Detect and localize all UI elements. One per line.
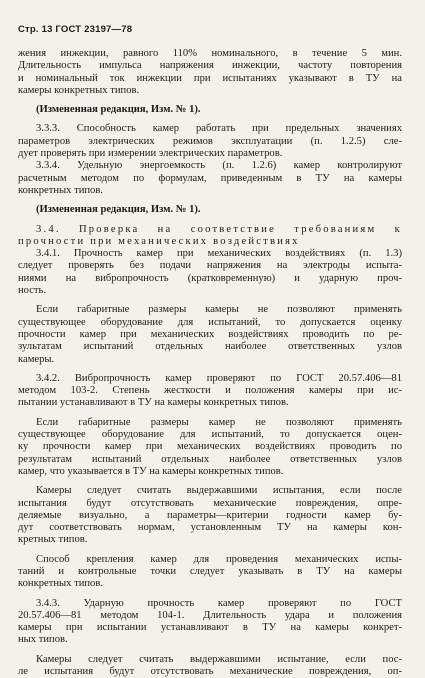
text-line: конкретных типов. [18,184,103,196]
text-line: ниями на вибропрочность (кратковременную) и ударную проч- [18,272,402,284]
amendment-note: (Измененная редакция, Изм. № 1). [36,104,201,116]
amendment-note: (Измененная редакция, Изм. № 1). [36,204,201,216]
text-line: ных типов. [18,634,68,646]
clause-3-4-2: 3.4.2. Вибропрочность камер проверяют по ГОСТ 20.57.406—81 [36,372,402,384]
text-line: жения инжекции, равного 110% номинального, в течение 5 мин. [18,48,402,59]
text-line: испытания будут отсутствовать механические повреждения, опре- [18,497,402,509]
text-line: существующее оборудование для испытаний, то допускается оцен- [18,429,402,441]
section-heading-3-4: 3.4. Проверка на соответствие требованиям к [36,223,402,235]
text-line: методом 103-2. Степень жесткости и положения камеры при ис- [18,385,402,397]
text-line: ность. [18,285,47,297]
text-line: конкретных типов. [18,578,103,590]
text-line: камеры конкретных типов. [18,84,140,96]
text-line: расчетным методом по формулам, приведенным в ТУ на камеры [18,172,402,184]
clause-3-3-3: 3.3.3. Способность камер работать при предельных значениях [36,123,402,135]
paragraph-start: Камеры следует считать выдержавшими испытание, если пос- [36,653,402,665]
text-line: таний и контрольные точки следует указывать в ТУ на камеры [18,565,402,577]
text-line: пытании устанавливают в ТУ на камеры конкретных типов. [18,397,289,409]
paragraph-start: Камеры следует считать выдержавшими испытания, если после [36,485,402,497]
text-line: ле испытания будут отсутствовать механические повреждения, оп- [18,666,402,678]
text-line: прочности камер при механических воздействиях проводить по ре- [18,328,402,340]
text-line: камеры. [18,353,55,365]
text-line: кретных типов. [18,534,88,546]
clause-3-4-1: 3.4.1. Прочность камер при механических воздействиях (п. 1.3) [36,248,402,260]
section-heading-3-4-cont: прочности при механических воздействиях [18,235,300,247]
text-line: и номинальный ток инжекции при испытаниях указывают в ТУ на [18,72,402,84]
document-body [18,48,402,678]
paragraph-start: Способ крепления камер для проведения механических испы- [36,553,402,565]
text-line: параметров электрических режимов эксплуатации (п. 1.2.5) сле- [18,135,402,147]
text-line: дут соответствовать нормам, установленным ТУ на камеры кон- [18,522,402,534]
text-line: результатам испытаний отдельных наиболее ответственных узлов [18,453,402,465]
text-line: зультатам испытаний отдельных наиболее ответственных узлов [18,341,402,353]
text-line: деляемые визуально, а параметры—критерии годности камер бу- [18,509,402,521]
clause-3-4-3: 3.4.3. Ударную прочность камер проверяют по ГОСТ [36,597,402,609]
text-line: ку прочности камер при механических воздействиях проводить по [18,441,402,453]
clause-3-3-4: 3.3.4. Удельную энергоемкость (п. 1.2.6) камер контролируют [36,160,402,172]
text-line: 20.57.406—81 методом 104-1. Длительность удара и положения [18,609,402,621]
paragraph-start: Если габаритные размеры камер не позволяют применять [36,416,402,428]
text-line: существующее оборудование для испытаний, то допускается оценку [18,316,402,328]
paragraph-start: Если габаритные размеры камеры не позволяют применять [36,304,402,316]
text-line: камер, что указывается в ТУ на камеры конкретных типов. [18,465,284,477]
text-line: камеры при испытании устанавливают в ТУ на камеры конкрет- [18,622,402,634]
text-line: Длительность импульса напряжения инжекции, частоту повторения [18,60,402,72]
text-line: следует проверять без подачи напряжения на электроды испыта- [18,260,402,272]
text-line: дует проверять при измерении электрических параметров. [18,148,283,160]
page-header: Стр. 13 ГОСТ 23197—78 [18,24,133,35]
